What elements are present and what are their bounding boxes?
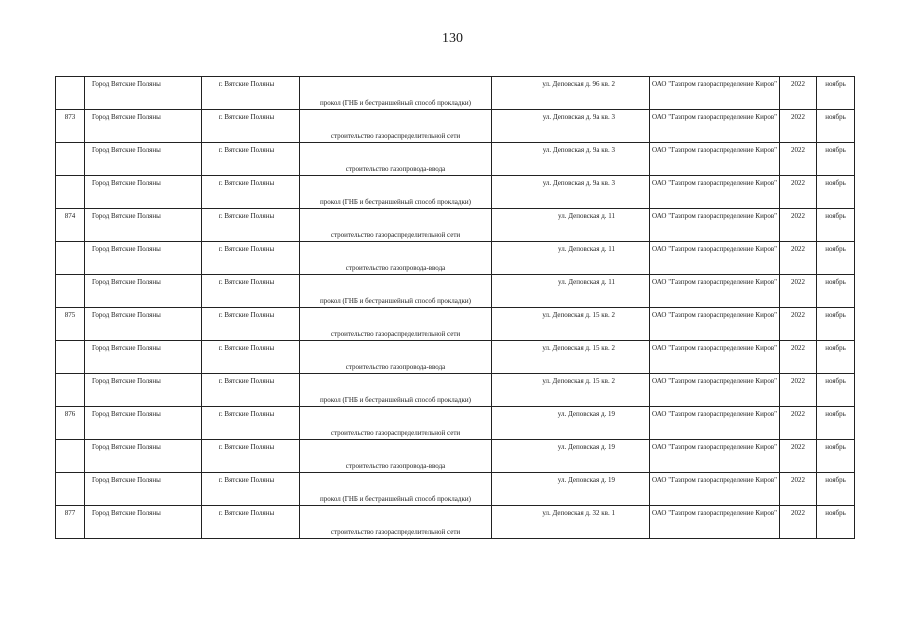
year-text: 2022 (791, 476, 805, 484)
month-cell (817, 176, 855, 209)
work-type-cell (300, 209, 492, 242)
year-text: 2022 (791, 278, 805, 286)
municipality-cell (85, 374, 202, 407)
locality-cell (202, 473, 300, 506)
month-cell (817, 407, 855, 440)
table-row (56, 440, 855, 473)
locality-cell (202, 77, 300, 110)
row-number-cell (56, 275, 85, 308)
locality-cell (202, 341, 300, 374)
address-text: ул. Деповская д. 15 кв. 2 (542, 344, 615, 352)
work-type-text: прокол (ГНБ и бестраншейный способ прокладки) (320, 495, 471, 503)
municipality-text: Город Вятские Поляны (92, 212, 161, 220)
row-number-text: 875 (64, 311, 76, 319)
locality-text: г. Вятские Поляны (218, 476, 275, 484)
locality-cell (202, 176, 300, 209)
row-number-cell (56, 143, 85, 176)
locality-text: г. Вятские Поляны (218, 212, 275, 220)
work-type-cell (300, 242, 492, 275)
row-number-cell (56, 110, 85, 143)
organization-text: ОАО "Газпром газораспределение Киров" (652, 80, 777, 88)
work-type-text: строительство газораспределительной сети (330, 231, 461, 239)
month-text: ноябрь (825, 113, 846, 121)
organization-text: ОАО "Газпром газораспределение Киров" (652, 179, 777, 187)
work-type-text: прокол (ГНБ и бестраншейный способ прокладки) (320, 297, 471, 305)
municipality-cell (85, 209, 202, 242)
row-number-cell (56, 242, 85, 275)
municipality-text: Город Вятские Поляны (92, 245, 161, 253)
locality-text: г. Вятские Поляны (218, 80, 275, 88)
address-text: ул. Деповская д. 19 (557, 476, 615, 484)
address-text: ул. Деповская д. 96 кв. 2 (542, 80, 615, 88)
locality-cell (202, 143, 300, 176)
month-cell (817, 242, 855, 275)
work-type-cell (300, 374, 492, 407)
municipality-text: Город Вятские Поляны (92, 443, 161, 451)
row-number-text (56, 275, 84, 278)
address-text: ул. Деповская д. 11 (558, 212, 615, 220)
month-text: ноябрь (825, 509, 846, 517)
table-row (56, 176, 855, 209)
month-cell (817, 308, 855, 341)
work-type-cell (300, 407, 492, 440)
year-cell (780, 209, 817, 242)
work-type-cell (300, 275, 492, 308)
municipality-text: Город Вятские Поляны (92, 80, 161, 88)
locality-text: г. Вятские Поляны (218, 509, 275, 517)
locality-cell (202, 110, 300, 143)
organization-cell (650, 275, 780, 308)
row-number-cell (56, 407, 85, 440)
municipality-cell (85, 407, 202, 440)
table-row (56, 110, 855, 143)
row-number-cell (56, 374, 85, 407)
address-cell (492, 242, 650, 275)
municipality-text: Город Вятские Поляны (92, 311, 161, 319)
work-type-text: строительство газопровода-ввода (345, 264, 446, 272)
work-type-text: строительство газораспределительной сети (330, 330, 461, 338)
row-number-cell (56, 440, 85, 473)
year-cell (780, 77, 817, 110)
address-cell (492, 440, 650, 473)
organization-cell (650, 473, 780, 506)
municipality-cell (85, 110, 202, 143)
month-cell (817, 77, 855, 110)
address-cell (492, 176, 650, 209)
year-cell (780, 143, 817, 176)
organization-text: ОАО "Газпром газораспределение Киров" (652, 410, 777, 418)
address-text: ул. Деповская д. 9а кв. 3 (542, 179, 615, 187)
month-cell (817, 374, 855, 407)
month-cell (817, 143, 855, 176)
gasification-table (55, 76, 855, 539)
row-number-text (56, 341, 84, 344)
organization-cell (650, 176, 780, 209)
year-text: 2022 (791, 212, 805, 220)
organization-cell (650, 407, 780, 440)
organization-cell (650, 77, 780, 110)
table-row (56, 143, 855, 176)
row-number-text (56, 242, 84, 245)
locality-text: г. Вятские Поляны (218, 278, 275, 286)
address-text: ул. Деповская д. 9а кв. 3 (542, 146, 615, 154)
organization-text: ОАО "Газпром газораспределение Киров" (652, 443, 777, 451)
organization-cell (650, 440, 780, 473)
municipality-cell (85, 77, 202, 110)
month-text: ноябрь (825, 476, 846, 484)
table-row (56, 275, 855, 308)
municipality-text: Город Вятские Поляны (92, 377, 161, 385)
municipality-cell (85, 341, 202, 374)
address-text: ул. Деповская д. 15 кв. 2 (542, 311, 615, 319)
address-text: ул. Деповская д. 19 (557, 443, 615, 451)
work-type-text: строительство газораспределительной сети (330, 429, 461, 437)
year-text: 2022 (791, 377, 805, 385)
table-row (56, 209, 855, 242)
locality-text: г. Вятские Поляны (218, 311, 275, 319)
year-cell (780, 407, 817, 440)
month-cell (817, 341, 855, 374)
row-number-cell (56, 176, 85, 209)
organization-cell (650, 374, 780, 407)
work-type-cell (300, 77, 492, 110)
locality-cell (202, 209, 300, 242)
year-cell (780, 506, 817, 539)
year-cell (780, 374, 817, 407)
address-text: ул. Деповская д. 11 (558, 278, 615, 286)
municipality-text: Город Вятские Поляны (92, 278, 161, 286)
work-type-text: прокол (ГНБ и бестраншейный способ прокладки) (320, 99, 471, 107)
month-cell (817, 275, 855, 308)
year-text: 2022 (791, 179, 805, 187)
month-text: ноябрь (825, 80, 846, 88)
row-number-text: 874 (64, 212, 76, 220)
work-type-text: прокол (ГНБ и бестраншейный способ прокладки) (320, 396, 471, 404)
organization-cell (650, 209, 780, 242)
work-type-text: строительство газопровода-ввода (345, 462, 446, 470)
row-number-cell (56, 77, 85, 110)
work-type-text: прокол (ГНБ и бестраншейный способ прокладки) (320, 198, 471, 206)
year-text: 2022 (791, 509, 805, 517)
organization-text: ОАО "Газпром газораспределение Киров" (652, 476, 777, 484)
table-row (56, 374, 855, 407)
month-text: ноябрь (825, 212, 846, 220)
work-type-text: строительство газопровода-ввода (345, 165, 446, 173)
month-text: ноябрь (825, 245, 846, 253)
locality-text: г. Вятские Поляны (218, 443, 275, 451)
municipality-cell (85, 242, 202, 275)
table-row (56, 308, 855, 341)
address-cell (492, 341, 650, 374)
month-cell (817, 506, 855, 539)
month-text: ноябрь (825, 311, 846, 319)
table-row (56, 341, 855, 374)
work-type-cell (300, 143, 492, 176)
year-text: 2022 (791, 245, 805, 253)
table-row (56, 473, 855, 506)
month-text: ноябрь (825, 377, 846, 385)
address-cell (492, 209, 650, 242)
month-text: ноябрь (825, 179, 846, 187)
year-text: 2022 (791, 80, 805, 88)
locality-cell (202, 506, 300, 539)
address-cell (492, 110, 650, 143)
address-cell (492, 143, 650, 176)
organization-text: ОАО "Газпром газораспределение Киров" (652, 311, 777, 319)
locality-cell (202, 308, 300, 341)
work-type-cell (300, 473, 492, 506)
locality-cell (202, 407, 300, 440)
address-text: ул. Деповская д. 19 (557, 410, 615, 418)
work-type-text: строительство газораспределительной сети (330, 132, 461, 140)
organization-text: ОАО "Газпром газораспределение Киров" (652, 212, 777, 220)
year-cell (780, 275, 817, 308)
table-row (56, 407, 855, 440)
year-cell (780, 110, 817, 143)
organization-cell (650, 341, 780, 374)
municipality-cell (85, 506, 202, 539)
municipality-cell (85, 176, 202, 209)
month-cell (817, 209, 855, 242)
municipality-cell (85, 440, 202, 473)
work-type-cell (300, 110, 492, 143)
table-row (56, 242, 855, 275)
month-text: ноябрь (825, 443, 846, 451)
locality-text: г. Вятские Поляны (218, 377, 275, 385)
row-number-text (56, 176, 84, 179)
address-text: ул. Деповская д. 9а кв. 3 (542, 113, 615, 121)
organization-cell (650, 308, 780, 341)
municipality-text: Город Вятские Поляны (92, 146, 161, 154)
work-type-cell (300, 341, 492, 374)
year-cell (780, 341, 817, 374)
organization-text: ОАО "Газпром газораспределение Киров" (652, 278, 777, 286)
address-text: ул. Деповская д. 32 кв. 1 (542, 509, 615, 517)
work-type-cell (300, 506, 492, 539)
locality-cell (202, 440, 300, 473)
municipality-text: Город Вятские Поляны (92, 476, 161, 484)
year-cell (780, 473, 817, 506)
address-cell (492, 506, 650, 539)
year-cell (780, 440, 817, 473)
organization-text: ОАО "Газпром газораспределение Киров" (652, 509, 777, 517)
municipality-cell (85, 275, 202, 308)
locality-text: г. Вятские Поляны (218, 113, 275, 121)
month-text: ноябрь (825, 278, 846, 286)
organization-cell (650, 242, 780, 275)
row-number-text (56, 77, 84, 80)
year-text: 2022 (791, 311, 805, 319)
address-cell (492, 374, 650, 407)
table-body (56, 77, 855, 539)
municipality-cell (85, 143, 202, 176)
row-number-cell (56, 308, 85, 341)
organization-cell (650, 143, 780, 176)
year-cell (780, 242, 817, 275)
row-number-cell (56, 209, 85, 242)
municipality-cell (85, 473, 202, 506)
year-text: 2022 (791, 443, 805, 451)
municipality-text: Город Вятские Поляны (92, 179, 161, 187)
locality-cell (202, 275, 300, 308)
municipality-text: Город Вятские Поляны (92, 344, 161, 352)
locality-text: г. Вятские Поляны (218, 410, 275, 418)
row-number-text (56, 473, 84, 476)
organization-text: ОАО "Газпром газораспределение Киров" (652, 113, 777, 121)
row-number-text: 873 (64, 113, 76, 121)
month-text: ноябрь (825, 146, 846, 154)
year-text: 2022 (791, 344, 805, 352)
row-number-text (56, 440, 84, 443)
address-text: ул. Деповская д. 15 кв. 2 (542, 377, 615, 385)
organization-cell (650, 506, 780, 539)
year-text: 2022 (791, 146, 805, 154)
organization-text: ОАО "Газпром газораспределение Киров" (652, 344, 777, 352)
row-number-cell (56, 506, 85, 539)
work-type-cell (300, 176, 492, 209)
year-text: 2022 (791, 113, 805, 121)
municipality-text: Город Вятские Поляны (92, 509, 161, 517)
row-number-text: 876 (64, 410, 76, 418)
row-number-text (56, 143, 84, 146)
month-cell (817, 110, 855, 143)
row-number-text (56, 374, 84, 377)
locality-text: г. Вятские Поляны (218, 179, 275, 187)
month-text: ноябрь (825, 344, 846, 352)
work-type-text: строительство газораспределительной сети (330, 528, 461, 536)
row-number-cell (56, 473, 85, 506)
address-cell (492, 275, 650, 308)
municipality-cell (85, 308, 202, 341)
locality-cell (202, 242, 300, 275)
organization-text: ОАО "Газпром газораспределение Киров" (652, 146, 777, 154)
row-number-cell (56, 341, 85, 374)
address-cell (492, 407, 650, 440)
organization-text: ОАО "Газпром газораспределение Киров" (652, 245, 777, 253)
work-type-text: строительство газопровода-ввода (345, 363, 446, 371)
organization-text: ОАО "Газпром газораспределение Киров" (652, 377, 777, 385)
locality-text: г. Вятские Поляны (218, 146, 275, 154)
address-cell (492, 473, 650, 506)
month-cell (817, 473, 855, 506)
locality-text: г. Вятские Поляны (218, 245, 275, 253)
organization-cell (650, 110, 780, 143)
year-cell (780, 176, 817, 209)
page-number: 130 (442, 31, 463, 46)
municipality-text: Город Вятские Поляны (92, 410, 161, 418)
address-text: ул. Деповская д. 11 (558, 245, 615, 253)
work-type-cell (300, 308, 492, 341)
work-type-cell (300, 440, 492, 473)
year-cell (780, 308, 817, 341)
table-row (56, 77, 855, 110)
address-cell (492, 308, 650, 341)
locality-text: г. Вятские Поляны (218, 344, 275, 352)
municipality-text: Город Вятские Поляны (92, 113, 161, 121)
table-row (56, 506, 855, 539)
year-text: 2022 (791, 410, 805, 418)
row-number-text: 877 (64, 509, 76, 517)
address-cell (492, 77, 650, 110)
month-cell (817, 440, 855, 473)
locality-cell (202, 374, 300, 407)
month-text: ноябрь (825, 410, 846, 418)
